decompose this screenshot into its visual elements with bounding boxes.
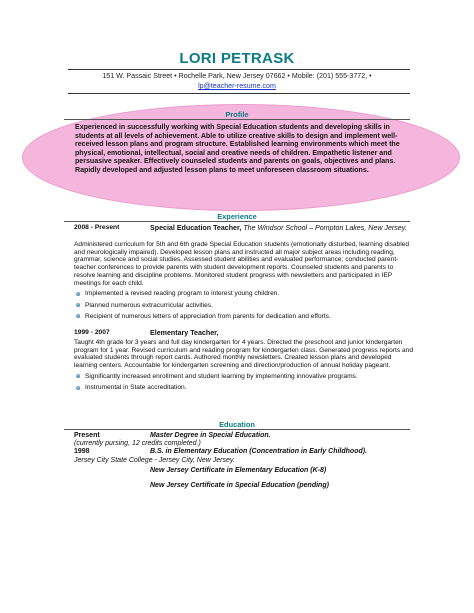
job-bullets [74,290,414,320]
bullet-text: Recipient of numerous letters of appreciation from parents for dedication and efforts. [85,312,331,320]
bullet-item [74,313,414,321]
profile-rule [64,119,410,120]
job-description: Taught 4th grade for 3 years and full day kindergarten for 4 years. Directed the preschool and junior kindergarten program for 1 year. Revised curriculum and reading program for kindergarten class. Generated progress reports and evaluated students through report cards. Authored monthly newsletters. Created lesson plans and developed learning centers. Accountable for kindergarten screening and direction/production of annual holiday pageant. [74,339,414,370]
bullet-item [74,384,414,392]
education-certificate: New Jersey Certificate in Special Education (pending) [150,481,329,489]
profile-text: Experienced in successfully working with Special Education students and developing skills in students at all levels of achievement. Able to utilize creative skills to design and implement well-received lesson plans and program structure. Established learning environments which meet the physical, emotional, intellectual, social and creative needs of children. Empathetic listener and persuasive speaker. Effectively counseled students and parents on goals, objectives and plans. Rapidly developed and adjusted lesson plans to meet unforeseen classroom situations. [75,124,400,174]
bullet-icon [76,292,80,296]
bullet-item [74,302,414,310]
education-row [74,467,414,475]
job-title: Elementary Teacher, [150,329,219,337]
education-degree: Master Degree in Special Education. [150,432,271,439]
job-dates: 2008 - Present [74,224,120,231]
bullet-icon [76,303,80,307]
job-dates: 1999 - 2007 [74,329,110,336]
experience-rule [64,221,410,222]
bullet-text: Significantly increased enrollment and student learning by implementing innovative programs. [85,372,358,380]
education-rule [64,429,410,430]
experience-heading: Experience [217,212,257,221]
job-description: Administered curriculum for 5th and 6th grade Special Education students (emotionally disturbed, learning disabled and neurologically impaired). Developed lesson plans and instructed all major subject areas including reading, grammar, science and social studies. Assessed student abilities and evaluated performance; conducted parent-teacher conferences to provide parents with student development reports. Counseled students and parents to resolve learning and discipline problems. Monitored student progress with newsletters and participated in IEP meetings for each child. [74,241,410,287]
bullet-text: Instrumental in State accreditation. [85,384,187,392]
bullet-item [74,290,414,298]
bullet-icon [76,386,80,390]
education-note: (currently pursing, 12 credits completed.) [74,440,201,448]
job-title-line [150,224,412,232]
email-link[interactable]: lp@teacher-resume.com [198,82,276,90]
education-heading: Education [219,420,255,429]
header-rule-top [68,69,410,70]
job-title: Special Education Teacher, [150,224,242,232]
education-row [74,432,414,440]
education-date: Present [74,432,100,439]
bullet-text: Planned numerous extracurricular activities. [85,301,213,309]
education-row [74,482,414,490]
bullet-item [74,373,414,381]
job-school: The Windsor School – Pompton Lakes, New Jersey. [241,224,407,232]
bullet-icon [76,374,80,378]
education-date: 1998 [74,448,90,456]
job-entry [74,329,414,395]
candidate-name: LORI PETRASK [179,50,295,67]
bullet-icon [76,314,80,318]
job-title-line [150,329,412,337]
job-entry [74,224,414,324]
bullet-text: Implemented a revised reading program to interest young children. [85,290,280,298]
education-note: Jersey City State College - Jersey City, New Jersey. [74,456,235,464]
contact-line: 151 W. Passaic Street • Rochelle Park, New Jersey 07662 • Mobile: (201) 555-3772, • [102,72,372,80]
job-bullets [74,373,414,392]
education-row [74,457,414,465]
education-certificate: New Jersey Certificate in Elementary Education (K-8) [150,466,327,474]
education-spacer [74,475,414,482]
education-degree: B.S. in Elementary Education (Concentration in Early Childhood). [150,448,368,456]
profile-heading: Profile [225,110,249,119]
education-row [74,440,414,448]
education-row [74,448,414,456]
education-list [74,432,414,490]
header-rule-bottom [68,93,410,94]
